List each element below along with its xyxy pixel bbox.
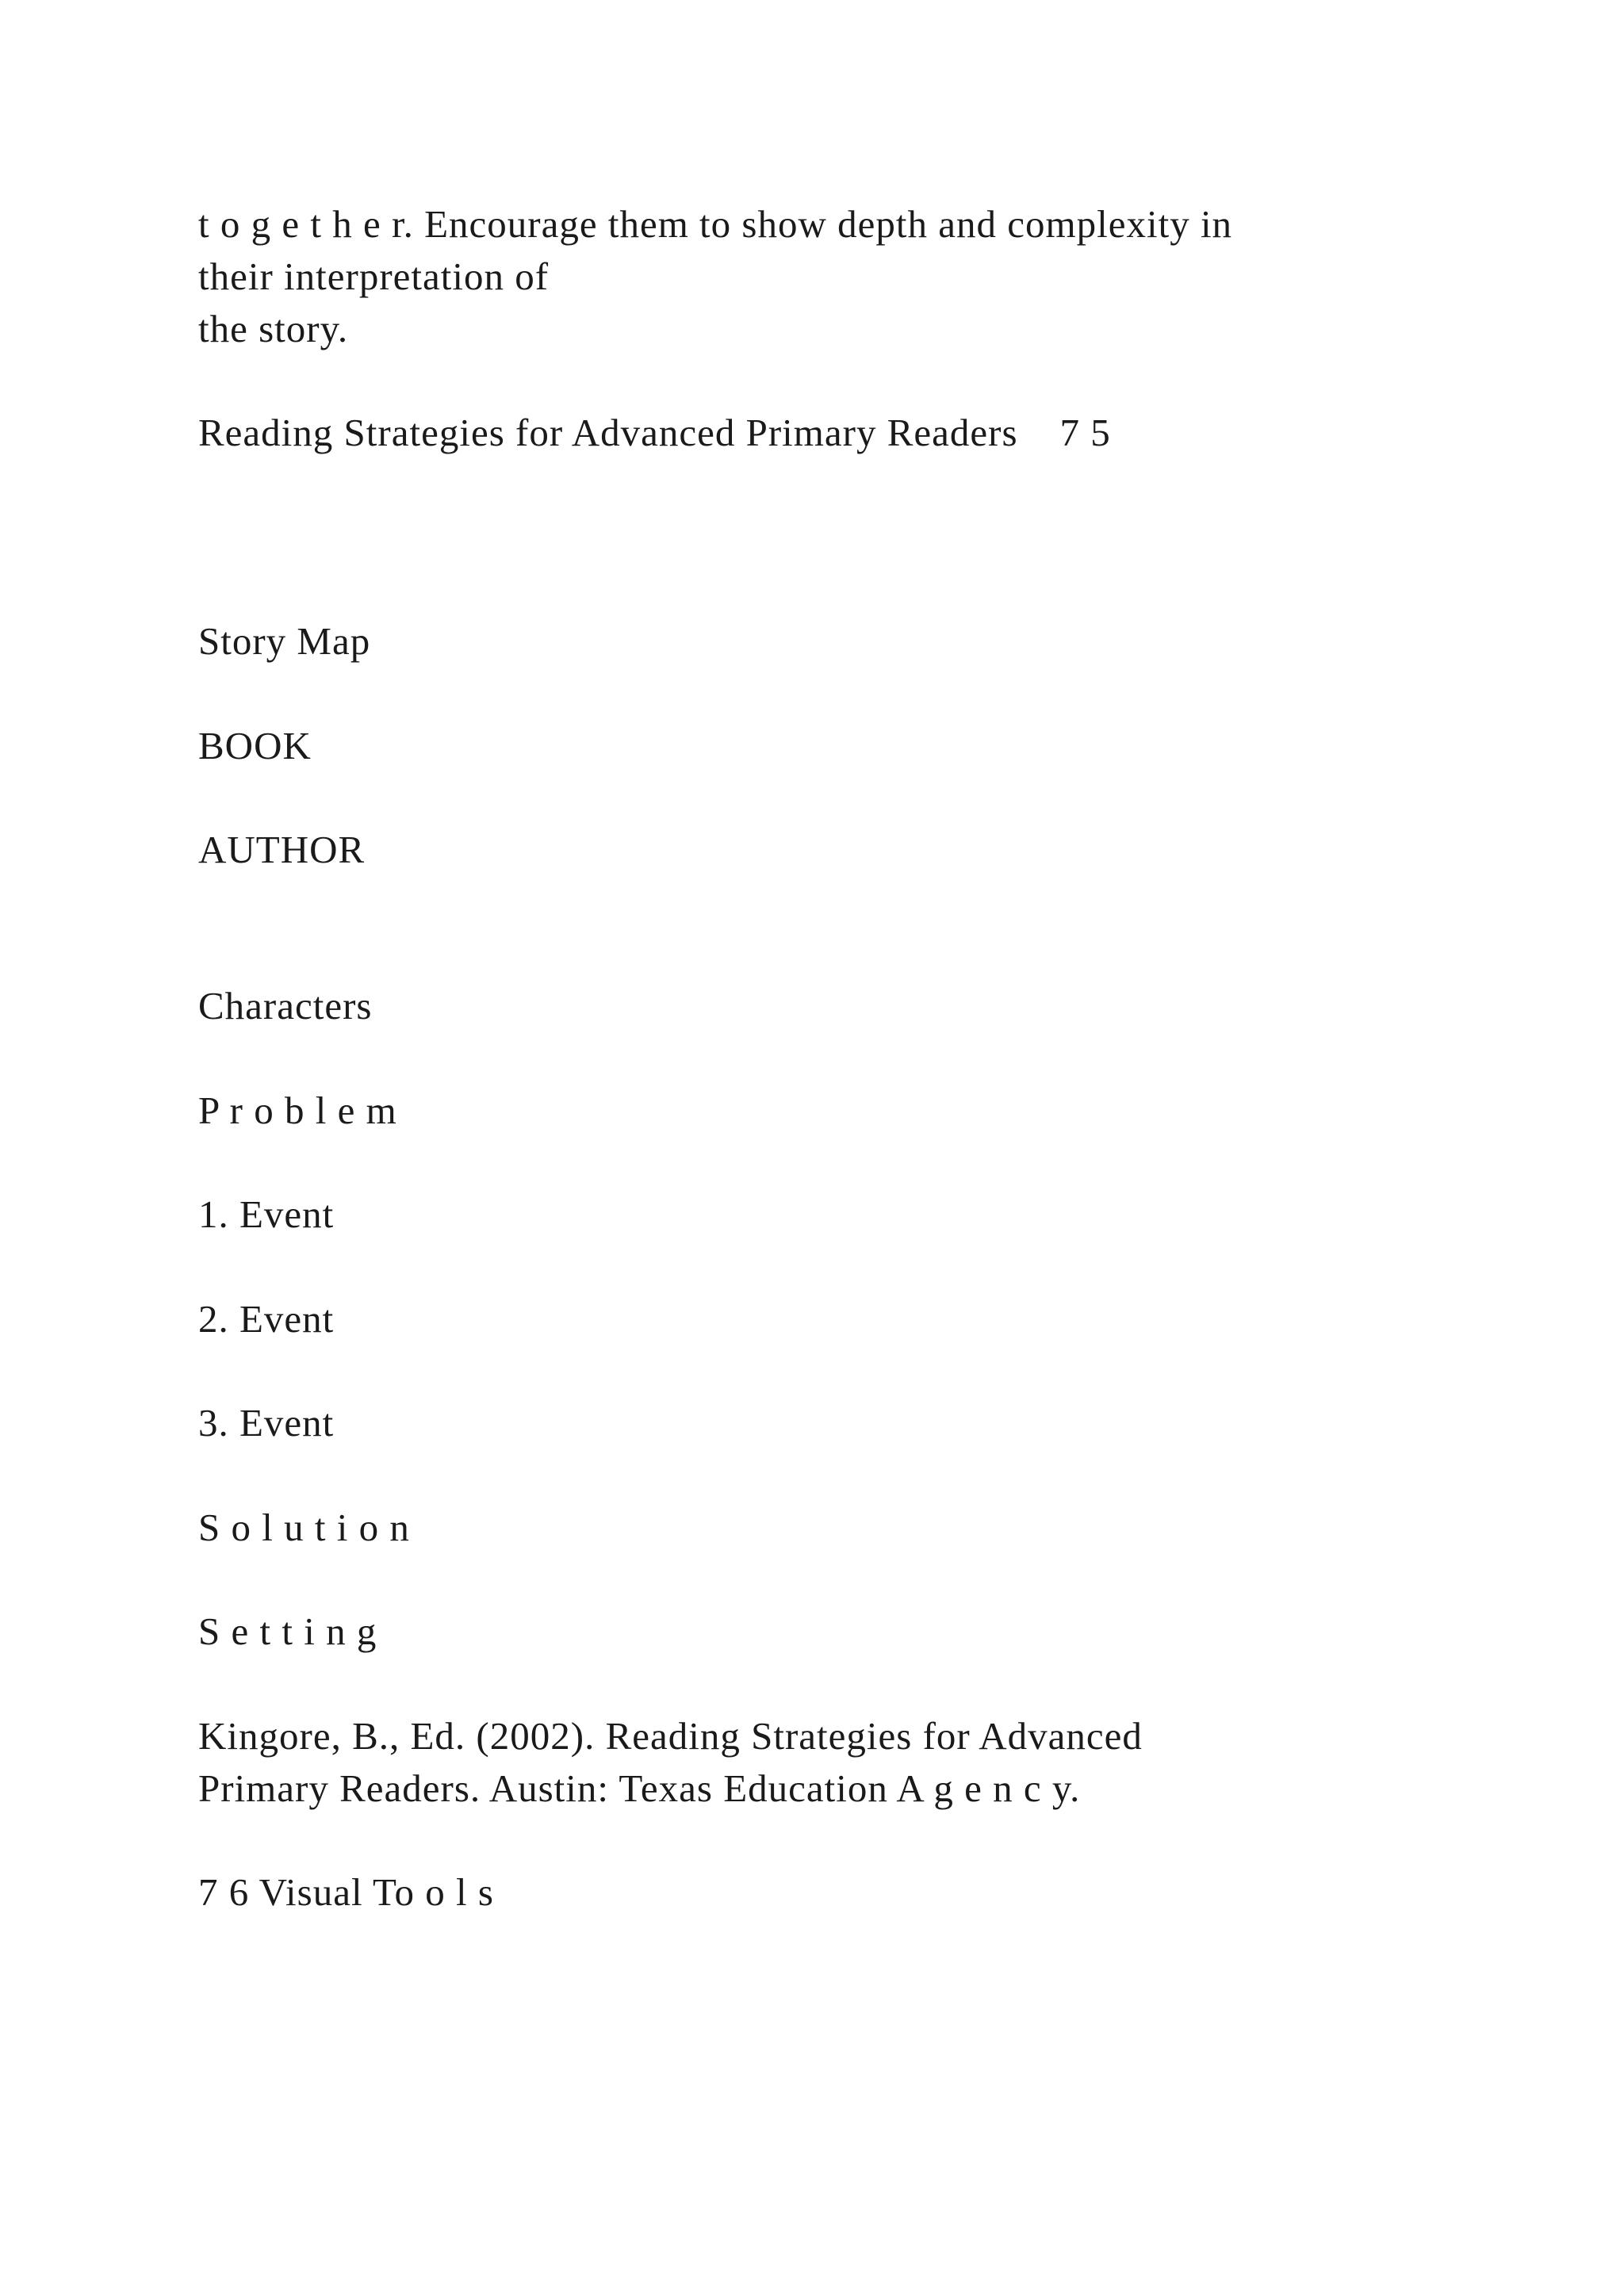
text-line-interpretation: their interpretation of — [198, 254, 550, 298]
field-label-solution: S o l u t i o n — [198, 1506, 410, 1549]
text-line-together: t o g e t h e r. Encourage them to show depth and complexity in — [198, 202, 1233, 246]
citation-line-2: Primary Readers. Austin: Texas Education A g e n c y. — [198, 1766, 1081, 1810]
story-map-title: Story Map — [198, 619, 371, 663]
field-label-problem: P r o b l e m — [198, 1089, 397, 1132]
field-label-book: BOOK — [198, 724, 312, 767]
field-label-characters: Characters — [198, 984, 373, 1027]
page-footer-75: Reading Strategies for Advanced Primary Readers 7 5 — [198, 411, 1111, 454]
field-label-event-3: 3. Event — [198, 1401, 335, 1445]
field-label-setting: S e t t i n g — [198, 1609, 377, 1653]
text-line-the-story: the story. — [198, 307, 349, 350]
page-footer-76: 7 6 Visual To o l s — [198, 1870, 494, 1914]
field-label-event-1: 1. Event — [198, 1192, 335, 1236]
citation-line-1: Kingore, B., Ed. (2002). Reading Strategies for Advanced — [198, 1714, 1143, 1758]
field-label-author: AUTHOR — [198, 828, 366, 871]
field-label-event-2: 2. Event — [198, 1297, 335, 1341]
